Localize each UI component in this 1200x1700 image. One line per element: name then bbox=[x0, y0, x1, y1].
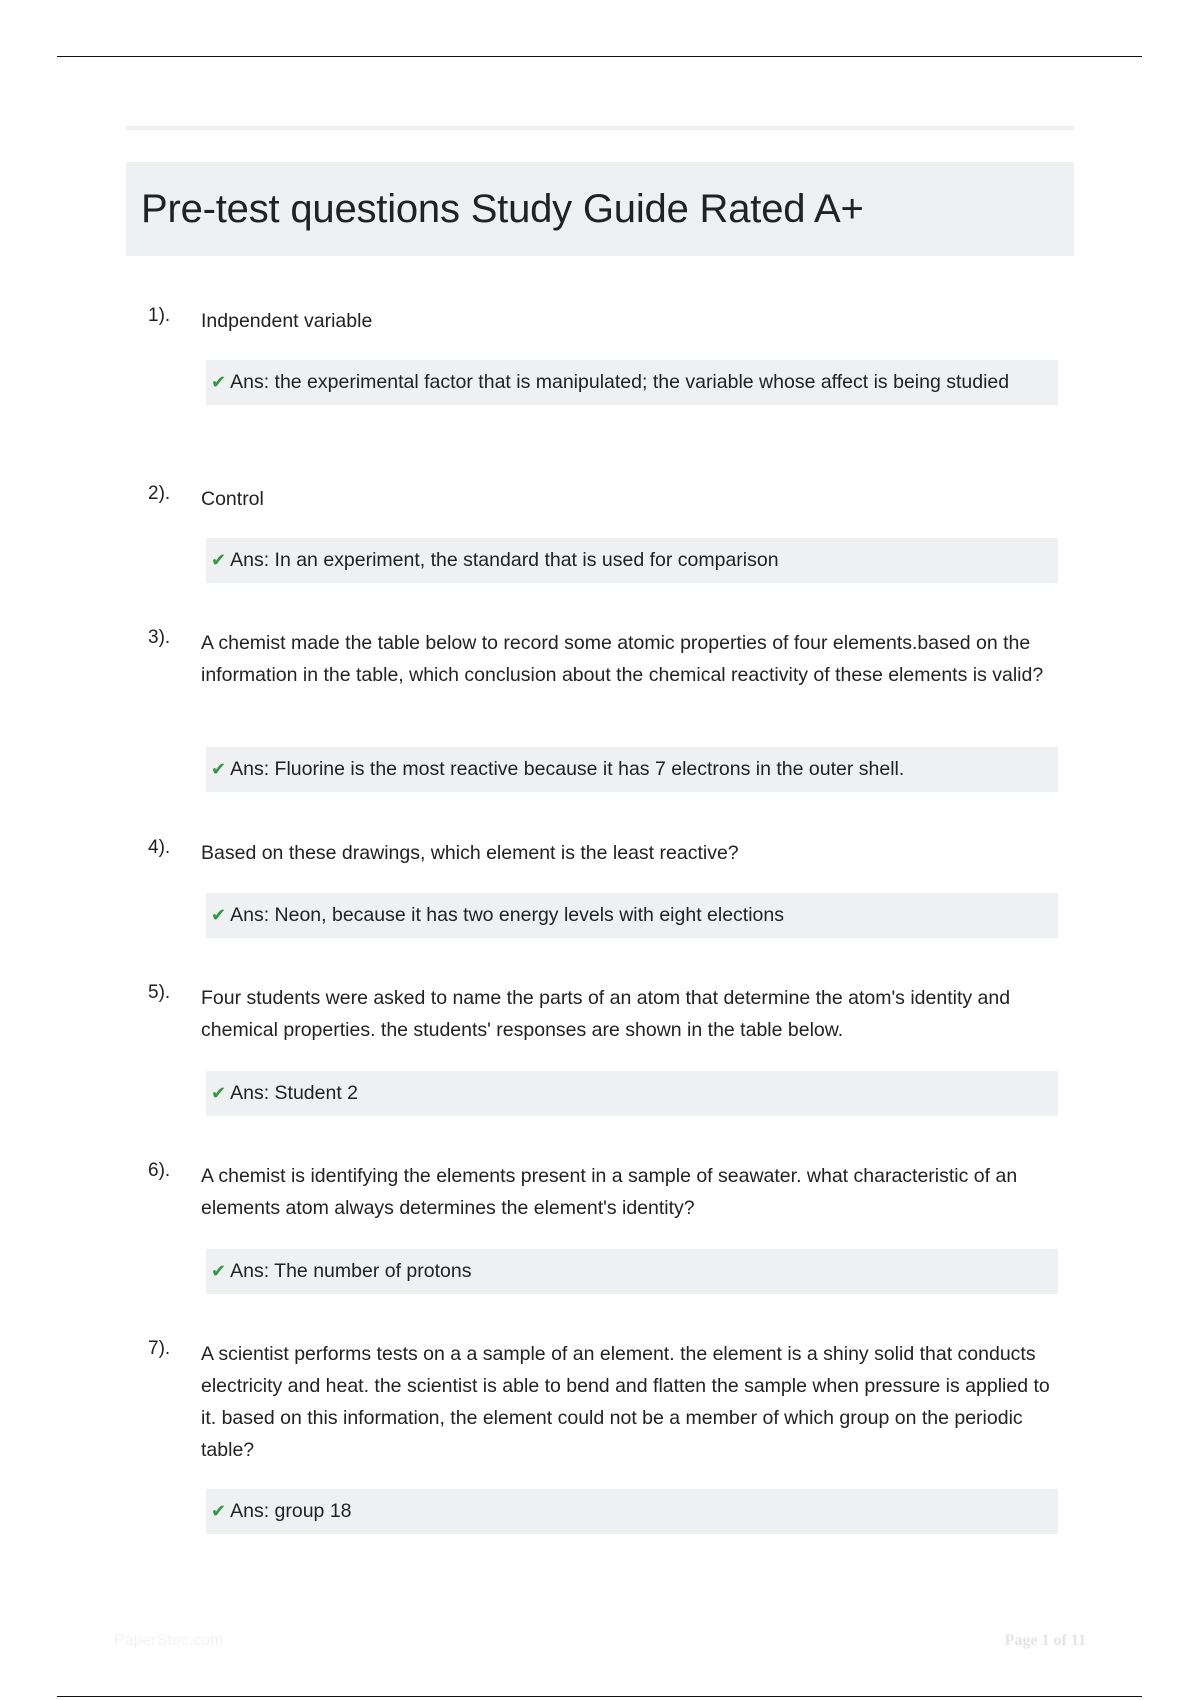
question-number: 7). bbox=[148, 1338, 171, 1359]
header-strip bbox=[126, 126, 1074, 130]
answer-box bbox=[206, 1249, 1058, 1294]
checkmark-icon: ✔ bbox=[211, 550, 227, 571]
answer-text: Ans: In an experiment, the standard that is used for comparison bbox=[230, 549, 779, 571]
checkmark-icon: ✔ bbox=[211, 1083, 227, 1104]
answer-text: Ans: Student 2 bbox=[230, 1082, 359, 1104]
page-number: Page 1 of 11 bbox=[1004, 1632, 1086, 1649]
question-text: A scientist performs tests on a a sample of an element. the element is a shiny solid that conducts electricity and heat. the scientist is able to bend and flatten the sample when pressure is applied to it. based on this information, the element could not be a member of which group on the periodic table? bbox=[201, 1343, 1050, 1461]
question-text: Based on these drawings, which element is the least reactive? bbox=[201, 842, 739, 864]
answer-text: Ans: Fluorine is the most reactive because it has 7 electrons in the outer shell. bbox=[230, 758, 905, 780]
checkmark-icon: ✔ bbox=[211, 1261, 227, 1282]
question-number: 1). bbox=[148, 305, 171, 326]
question-number: 2). bbox=[148, 483, 171, 504]
title-box bbox=[126, 162, 1074, 256]
answer-text: Ans: group 18 bbox=[230, 1500, 352, 1522]
top-rule bbox=[57, 56, 1142, 57]
checkmark-icon: ✔ bbox=[211, 759, 227, 780]
bottom-rule bbox=[57, 1696, 1142, 1697]
watermark: PaperStoc.com bbox=[114, 1632, 224, 1649]
answer-box bbox=[206, 893, 1058, 938]
question-number: 5). bbox=[148, 982, 171, 1003]
checkmark-icon: ✔ bbox=[211, 1501, 227, 1522]
answer-box bbox=[206, 360, 1058, 405]
question-text: Indpendent variable bbox=[201, 310, 373, 332]
answer-text: Ans: the experimental factor that is manipulated; the variable whose affect is being studied bbox=[230, 371, 1010, 393]
question-text: Four students were asked to name the parts of an atom that determine the atom's identity and chemical properties. the students' responses are shown in the table below. bbox=[201, 987, 1011, 1041]
question-number: 6). bbox=[148, 1160, 171, 1181]
question-text: A chemist made the table below to record some atomic properties of four elements.based on the information in the table, which conclusion about the chemical reactivity of these elements is valid? bbox=[201, 632, 1044, 686]
answer-box bbox=[206, 747, 1058, 792]
answer-text: Ans: Neon, because it has two energy levels with eight elections bbox=[230, 904, 784, 926]
question-text: Control bbox=[201, 488, 264, 510]
answer-box bbox=[206, 1489, 1058, 1534]
checkmark-icon: ✔ bbox=[211, 905, 227, 926]
answer-text: Ans: The number of protons bbox=[230, 1260, 472, 1282]
question-number: 4). bbox=[148, 837, 171, 858]
page-title: Pre-test questions Study Guide Rated A+ bbox=[141, 186, 864, 231]
checkmark-icon: ✔ bbox=[211, 372, 227, 393]
question-number: 3). bbox=[148, 627, 171, 648]
answer-box bbox=[206, 538, 1058, 583]
answer-box bbox=[206, 1071, 1058, 1116]
question-text: A chemist is identifying the elements present in a sample of seawater. what characteristic of an elements atom always determines the element's identity? bbox=[201, 1165, 1018, 1219]
